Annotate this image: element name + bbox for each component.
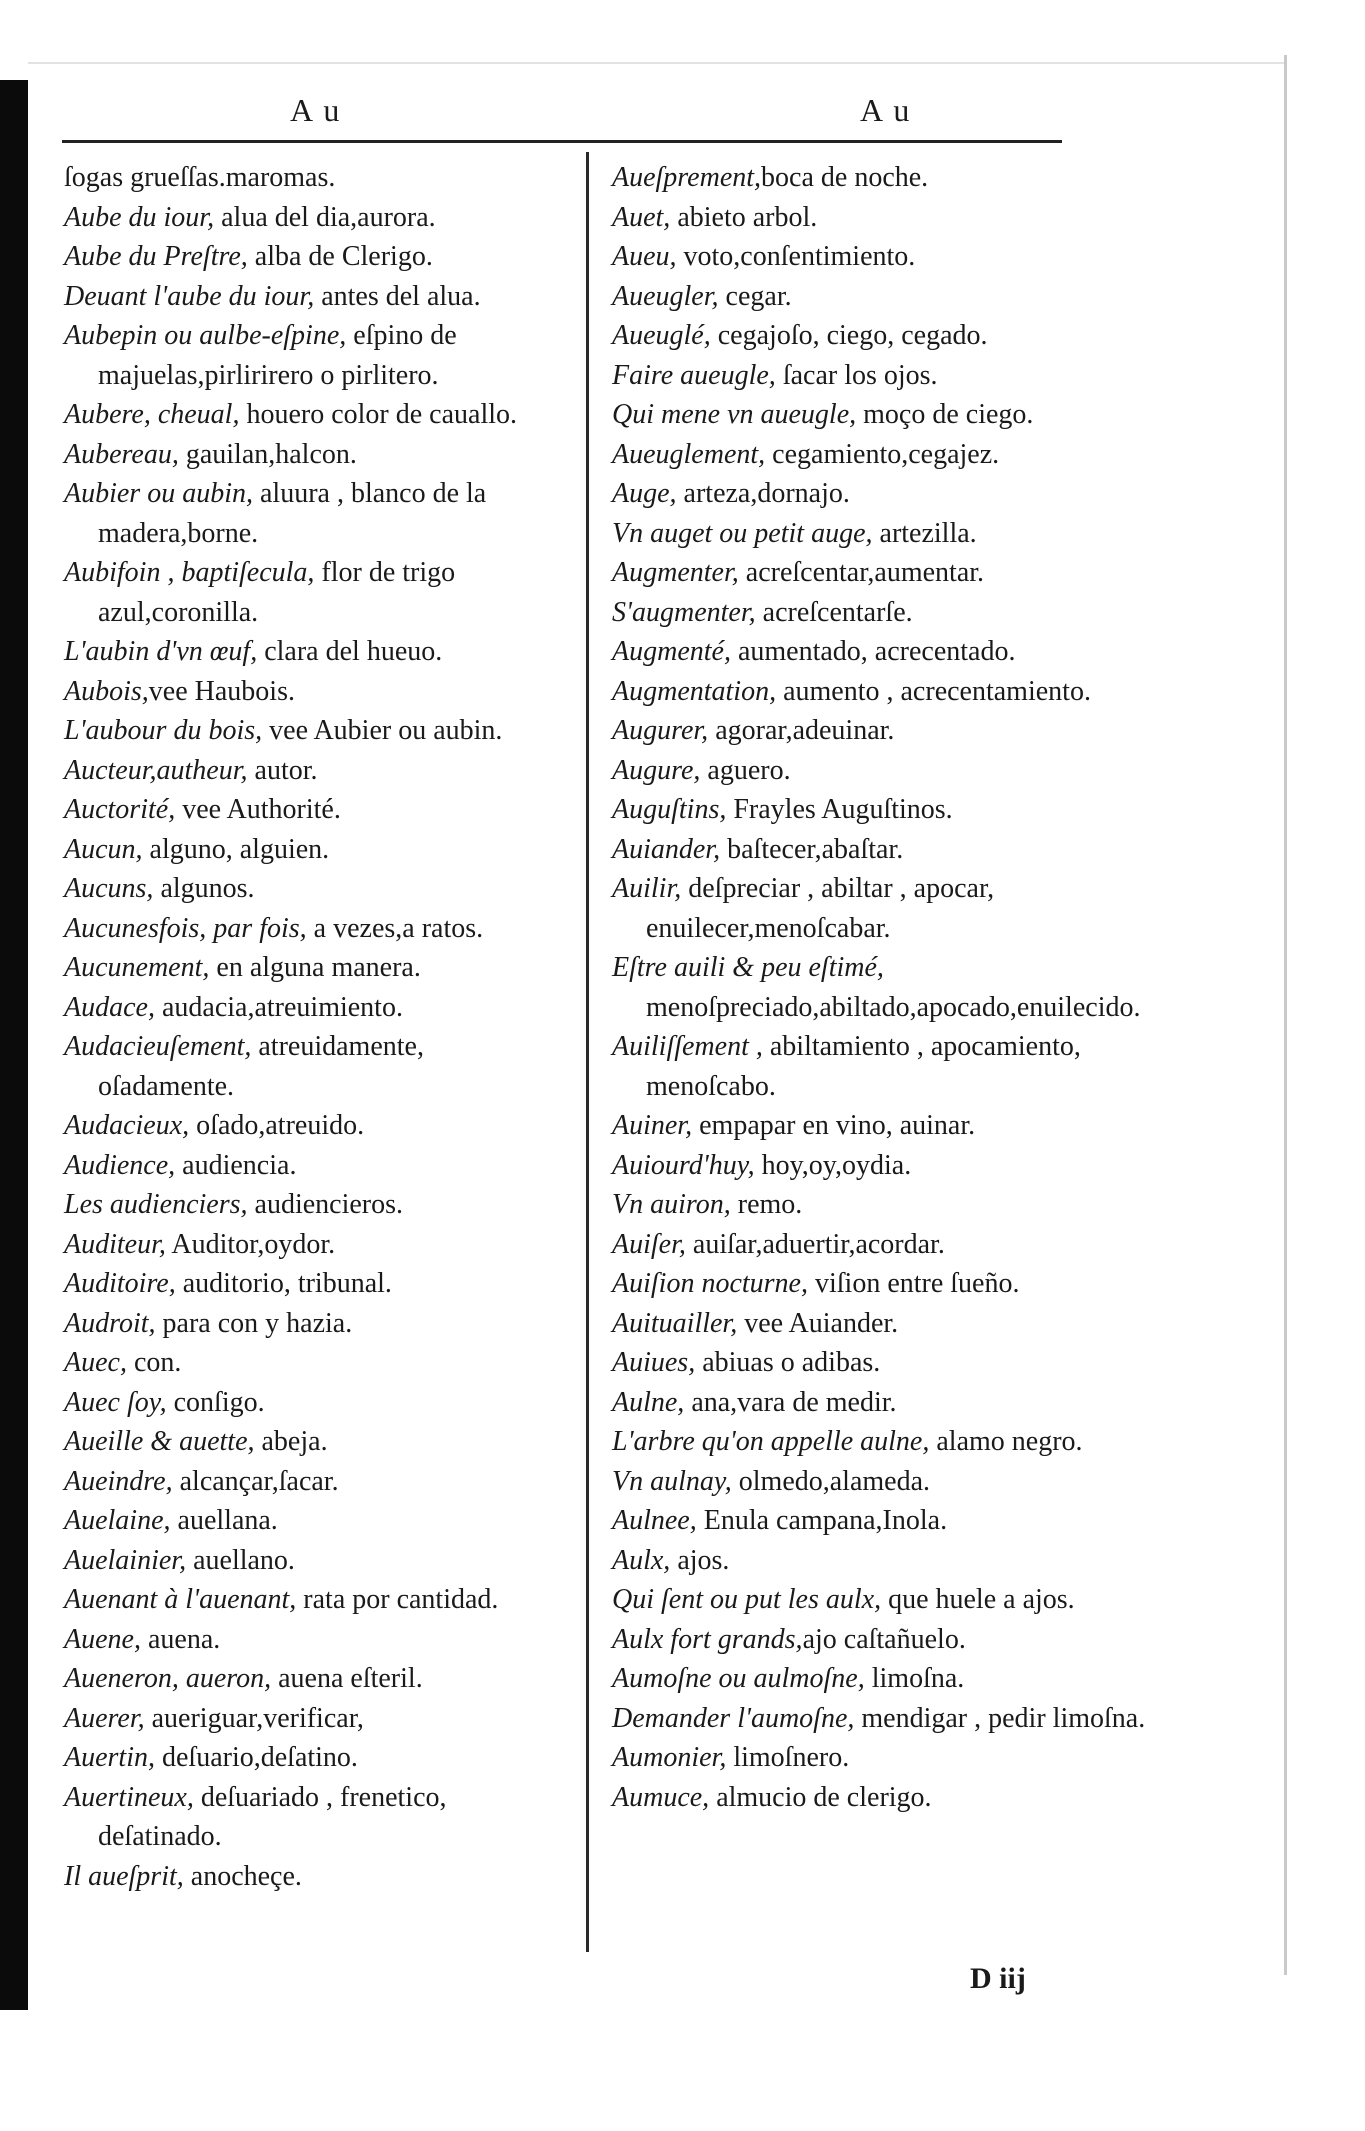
dictionary-entry <box>64 1264 562 1304</box>
entry-headword: L'aubour du bois, <box>64 715 263 746</box>
entry-definition: menoſpreciado,abiltado,apocado,enuilecido. <box>646 991 1141 1023</box>
entry-definition: con. <box>126 1347 182 1378</box>
dictionary-entry <box>612 830 1160 870</box>
dictionary-entry <box>612 1185 1160 1225</box>
dictionary-entry <box>64 869 562 909</box>
entry-headword: Augmentation, <box>612 675 777 707</box>
entry-headword: Aucunement, <box>64 952 210 983</box>
entry-definition: viſion entre ſueño. <box>807 1268 1020 1299</box>
dictionary-entry <box>64 553 562 632</box>
entry-headword: Augmenté, <box>612 636 731 667</box>
entry-headword: Vn aulnay, <box>612 1465 732 1497</box>
entry-definition: abiuas o adibas. <box>695 1347 881 1378</box>
entry-headword: Aulx fort grands, <box>612 1623 803 1655</box>
entry-headword: Faire aueugle, <box>612 359 776 391</box>
entry-headword: Aucun, <box>64 833 143 865</box>
entry-definition: cegamiento,cegajez. <box>765 438 1000 470</box>
entry-definition: audiencia. <box>175 1149 297 1181</box>
entry-definition: vee Haubois. <box>148 675 295 707</box>
entry-headword: Augurer, <box>612 715 709 746</box>
entry-headword: Aueu, <box>612 241 677 272</box>
dictionary-entry <box>612 1580 1160 1620</box>
entry-headword: S'augmenter, <box>612 596 756 628</box>
running-header-right: A u <box>860 92 912 128</box>
dictionary-entry <box>64 909 562 949</box>
entry-definition: ſogas grueſſas.maromas. <box>64 162 336 193</box>
entry-headword: Deuant l'aube du iour, <box>64 280 315 312</box>
entry-headword: Aumoſne ou aulmoſne, <box>612 1663 865 1694</box>
entry-definition: almucio de clerigo. <box>709 1781 932 1813</box>
entry-definition: vee Aubier ou aubin. <box>262 715 503 746</box>
entry-definition: ajo caſtañuelo. <box>802 1623 966 1655</box>
entry-definition: que huele a ajos. <box>881 1584 1075 1615</box>
dictionary-entry <box>612 632 1160 672</box>
entry-definition: antes del alua. <box>314 280 481 312</box>
dictionary-entry <box>612 514 1160 554</box>
running-header-left: A u <box>290 92 342 128</box>
dictionary-entry <box>64 1225 562 1265</box>
entry-headword: Auet, <box>612 201 671 233</box>
dictionary-entry <box>64 1541 562 1581</box>
entry-definition: cegajoſo, ciego, cegado. <box>710 320 988 351</box>
entry-headword: Aubier ou aubin, <box>64 478 253 509</box>
dictionary-entry <box>612 158 1160 198</box>
entry-headword: Auditoire, <box>64 1268 176 1299</box>
entry-definition: moço de ciego. <box>856 399 1034 430</box>
entry-headword: Auelainier, <box>64 1544 187 1576</box>
entry-definition: flor de trigo azul,coronilla. <box>98 557 456 628</box>
entry-definition: deſuario,deſatino. <box>155 1742 358 1773</box>
entry-definition: olmedo,alameda. <box>731 1465 931 1497</box>
dictionary-entry <box>612 316 1160 356</box>
entry-headword: Aueuglé, <box>612 320 711 351</box>
entry-headword: Auertineux, <box>64 1781 194 1813</box>
entry-definition: artezilla. <box>872 517 977 549</box>
dictionary-entry <box>612 1106 1160 1146</box>
entry-definition: aueriguar,verificar, <box>144 1702 364 1734</box>
entry-definition: gauilan,halcon. <box>178 438 357 470</box>
dictionary-entry <box>64 1857 562 1897</box>
entry-definition: voto,conſentimiento. <box>676 241 916 272</box>
entry-headword: Augmenter, <box>612 557 739 588</box>
dictionary-entry <box>612 1027 1160 1106</box>
entry-headword: Aucuns, <box>64 873 154 904</box>
entry-definition: audacia,atreuimiento. <box>154 991 403 1023</box>
dictionary-entry <box>64 1659 562 1699</box>
entry-headword: Auerer, <box>64 1702 145 1734</box>
dictionary-entry <box>64 1699 562 1739</box>
entry-headword: Auge, <box>612 478 677 509</box>
dictionary-entry <box>612 553 1160 593</box>
dictionary-entry <box>64 1738 562 1778</box>
dictionary-entry <box>612 1501 1160 1541</box>
entry-definition: cegar. <box>718 280 792 312</box>
entry-definition: baſtecer,abaſtar. <box>720 833 904 865</box>
entry-headword: Aube du Preſtre, <box>64 241 248 272</box>
dictionary-entry <box>64 1146 562 1186</box>
dictionary-entry <box>612 1659 1160 1699</box>
dictionary-entry <box>64 474 562 553</box>
dictionary-entry <box>612 1225 1160 1265</box>
entry-definition: autor. <box>247 754 318 786</box>
entry-definition: anocheçe. <box>183 1860 302 1892</box>
signature-mark: D iij <box>970 1962 1026 1995</box>
entry-headword: Auiander, <box>612 833 721 865</box>
entry-definition: aluura , blanco de la madera,borne. <box>98 478 487 549</box>
dictionary-entry <box>64 790 562 830</box>
entry-headword: Aubereau, <box>64 438 179 470</box>
entry-definition: vee Auiander. <box>737 1307 899 1339</box>
entry-headword: Aucunesfois, par fois, <box>64 912 307 944</box>
entry-definition: agorar,adeuinar. <box>708 715 895 746</box>
entry-definition: alamo negro. <box>929 1426 1083 1457</box>
dictionary-entry <box>612 593 1160 633</box>
entry-definition: Auditor,oydor. <box>165 1228 336 1260</box>
entry-headword: Aueuglement, <box>612 438 766 470</box>
dictionary-entry <box>64 1106 562 1146</box>
entry-definition: vee Authorité. <box>175 794 341 825</box>
entry-definition: auena. <box>140 1623 221 1655</box>
dictionary-entry <box>612 1699 1160 1739</box>
entry-definition: clara del hueuo. <box>257 636 443 667</box>
entry-headword: Auditeur, <box>64 1228 166 1260</box>
dictionary-entry <box>612 1146 1160 1186</box>
dictionary-entry <box>64 435 562 475</box>
entry-definition: alua del dia,aurora. <box>214 201 436 233</box>
dictionary-entry <box>64 1304 562 1344</box>
entry-definition: aumento , acrecentamiento. <box>776 675 1091 707</box>
dictionary-entry <box>612 198 1160 238</box>
dictionary-entry <box>612 751 1160 791</box>
entry-definition: abeja. <box>254 1426 328 1457</box>
entry-definition: auditorio, tribunal. <box>175 1268 392 1299</box>
entry-definition: deſpreciar , abiltar , apocar, enuilecer,menoſcabar. <box>646 873 995 944</box>
entry-definition: acreſcentar,aumentar. <box>738 557 985 588</box>
dictionary-entry <box>64 1185 562 1225</box>
entry-headword: Audroit, <box>64 1307 156 1339</box>
entry-headword: Aulnee, <box>612 1505 697 1536</box>
entry-headword: Aumonier, <box>612 1742 727 1773</box>
entry-definition: houero color de cauallo. <box>239 399 518 430</box>
entry-definition: mendigar , pedir limoſna. <box>854 1702 1146 1734</box>
entry-definition: limoſnero. <box>726 1742 850 1773</box>
dictionary-entry <box>612 1343 1160 1383</box>
entry-definition: oſado,atreuido. <box>189 1110 365 1141</box>
dictionary-entry <box>612 1778 1160 1818</box>
entry-headword: Auenant à l'auenant, <box>64 1584 297 1615</box>
entry-headword: Aueſprement, <box>612 162 762 193</box>
entry-definition: ana,vara de medir. <box>684 1386 897 1418</box>
dictionary-entry <box>612 1422 1160 1462</box>
dictionary-entry <box>64 1343 562 1383</box>
entry-headword: Auilir, <box>612 873 682 904</box>
entry-headword: Auctorité, <box>64 794 176 825</box>
dictionary-entry <box>64 830 562 870</box>
entry-definition: ajos. <box>670 1544 730 1576</box>
entry-headword: Aueille & auette, <box>64 1426 255 1457</box>
entry-headword: Il aueſprit, <box>64 1860 184 1892</box>
entry-headword: Auiourd'huy, <box>612 1149 755 1181</box>
dictionary-entry <box>612 1462 1160 1502</box>
entry-headword: Auec ſoy, <box>64 1386 167 1418</box>
dictionary-entry <box>612 711 1160 751</box>
entry-headword: Aucteur,autheur, <box>64 754 248 786</box>
dictionary-entry <box>64 751 562 791</box>
dictionary-entry <box>64 1027 562 1106</box>
entry-headword: Aueugler, <box>612 280 719 312</box>
entry-headword: Vn auget ou petit auge, <box>612 517 873 549</box>
entry-definition: eſpino de majuelas,pirlirirero o pirlitero. <box>98 320 457 391</box>
entry-definition: rata por cantidad. <box>296 1584 499 1615</box>
right-column <box>612 158 1160 1817</box>
entry-headword: Auiner, <box>612 1110 693 1141</box>
entry-definition: boca de noche. <box>761 162 929 193</box>
dictionary-entry <box>64 1778 562 1857</box>
entry-definition: algunos. <box>153 873 255 904</box>
entry-headword: Audience, <box>64 1149 176 1181</box>
dictionary-entry <box>64 277 562 317</box>
entry-definition: abiltamiento , apocamiento, menoſcabo. <box>646 1031 1081 1102</box>
entry-headword: Auec, <box>64 1347 127 1378</box>
dictionary-entry <box>612 1383 1160 1423</box>
dictionary-entry <box>612 672 1160 712</box>
entry-headword: Qui ſent ou put les aulx, <box>612 1584 882 1615</box>
dictionary-entry <box>612 277 1160 317</box>
entry-definition: arteza,dornajo. <box>676 478 850 509</box>
entry-headword: L'arbre qu'on appelle aulne, <box>612 1426 930 1457</box>
entry-definition: acreſcentarſe. <box>755 596 913 628</box>
left-column <box>64 158 562 1896</box>
entry-headword: Aubois, <box>64 675 149 707</box>
dictionary-entry <box>612 395 1160 435</box>
entry-definition: remo. <box>730 1189 803 1220</box>
entry-definition: conſigo. <box>166 1386 265 1418</box>
entry-definition: deſuariado , frenetico, deſatinado. <box>98 1781 447 1852</box>
entry-headword: Auiſion nocturne, <box>612 1268 808 1299</box>
entry-definition: auellano. <box>186 1544 295 1576</box>
page-right-edge <box>1284 55 1287 1975</box>
entry-definition: auena eſteril. <box>271 1663 423 1694</box>
entry-headword: Auene, <box>64 1623 141 1655</box>
entry-definition: hoy,oy,oydia. <box>754 1149 912 1181</box>
entry-definition: empapar en vino, auinar. <box>692 1110 976 1141</box>
dictionary-entry <box>64 711 562 751</box>
entry-headword: Eſtre auili & peu eſtimé, <box>612 952 884 983</box>
entry-definition: atreuidamente, oſadamente. <box>98 1031 424 1102</box>
dictionary-entry <box>64 158 562 198</box>
entry-headword: Aulx, <box>612 1544 671 1576</box>
entry-headword: Demander l'aumoſne, <box>612 1702 855 1734</box>
dictionary-entry <box>64 1383 562 1423</box>
entry-headword: Auertin, <box>64 1742 155 1773</box>
dictionary-entry <box>64 632 562 672</box>
dictionary-entry <box>612 1541 1160 1581</box>
dictionary-entry <box>612 435 1160 475</box>
page-top-edge <box>28 62 1284 64</box>
entry-headword: Audacieux, <box>64 1110 190 1141</box>
dictionary-entry <box>612 356 1160 396</box>
entry-headword: Aubere, cheual, <box>64 399 240 430</box>
entry-definition: alcançar,ſacar. <box>172 1465 339 1497</box>
entry-definition: Enula campana,Inola. <box>696 1505 948 1536</box>
entry-headword: Audace, <box>64 991 155 1023</box>
entry-headword: Auiliſſement , <box>612 1031 763 1062</box>
dictionary-entry <box>64 395 562 435</box>
entry-definition: auellana. <box>170 1505 278 1536</box>
entry-definition: Frayles Auguſtinos. <box>726 794 953 825</box>
dictionary-entry <box>612 1738 1160 1778</box>
entry-definition: abieto arbol. <box>670 201 818 233</box>
dictionary-entry <box>612 237 1160 277</box>
dictionary-entry <box>612 474 1160 514</box>
dictionary-entry <box>64 948 562 988</box>
dictionary-entry <box>64 1501 562 1541</box>
entry-headword: Augure, <box>612 754 701 786</box>
entry-headword: Aumuce, <box>612 1781 710 1813</box>
entry-definition: auiſar,aduertir,acordar. <box>685 1228 945 1260</box>
entry-definition: aumentado, acrecentado. <box>730 636 1016 667</box>
dictionary-entry <box>64 198 562 238</box>
dictionary-entry <box>64 672 562 712</box>
entry-headword: L'aubin d'vn œuf, <box>64 636 258 667</box>
entry-headword: Aube du iour, <box>64 201 215 233</box>
dictionary-entry <box>64 988 562 1028</box>
entry-definition: para con y hazia. <box>155 1307 353 1339</box>
scan-dark-edge <box>0 80 28 2010</box>
dictionary-entry <box>64 1462 562 1502</box>
dictionary-entry <box>612 948 1160 1027</box>
entry-headword: Auiues, <box>612 1347 696 1378</box>
entry-headword: Aueindre, <box>64 1465 173 1497</box>
entry-definition: audiencieros. <box>247 1189 404 1220</box>
entry-definition: ſacar los ojos. <box>775 359 938 391</box>
dictionary-entry <box>612 869 1160 948</box>
entry-headword: Auguſtins, <box>612 794 727 825</box>
dictionary-entry <box>612 1620 1160 1660</box>
entry-headword: Auelaine, <box>64 1505 171 1536</box>
dictionary-entry <box>64 316 562 395</box>
dictionary-entry <box>612 1304 1160 1344</box>
entry-headword: Auiſer, <box>612 1228 686 1260</box>
entry-headword: Vn auiron, <box>612 1189 731 1220</box>
entry-headword: Auituailler, <box>612 1307 738 1339</box>
entry-headword: Audacieuſement, <box>64 1031 252 1062</box>
entry-definition: aguero. <box>700 754 791 786</box>
dictionary-entry <box>64 1620 562 1660</box>
entry-definition: en alguna manera. <box>209 952 421 983</box>
entry-headword: Les audienciers, <box>64 1189 248 1220</box>
entry-headword: Qui mene vn aueugle, <box>612 399 857 430</box>
entry-definition: limoſna. <box>864 1663 965 1694</box>
entry-definition: alguno, alguien. <box>142 833 330 865</box>
entry-headword: Aueneron, aueron, <box>64 1663 272 1694</box>
dictionary-entry <box>64 1580 562 1620</box>
entry-definition: a vezes,a ratos. <box>306 912 484 944</box>
header-rule <box>62 140 1062 143</box>
entry-headword: Aubifoin , baptiſecula, <box>64 557 315 588</box>
entry-headword: Aubepin ou aulbe-eſpine, <box>64 320 347 351</box>
column-divider <box>586 152 589 1952</box>
dictionary-entry <box>612 790 1160 830</box>
entry-definition: alba de Clerigo. <box>247 241 433 272</box>
dictionary-entry <box>64 237 562 277</box>
entry-headword: Aulne, <box>612 1386 685 1418</box>
dictionary-entry <box>612 1264 1160 1304</box>
dictionary-entry <box>64 1422 562 1462</box>
